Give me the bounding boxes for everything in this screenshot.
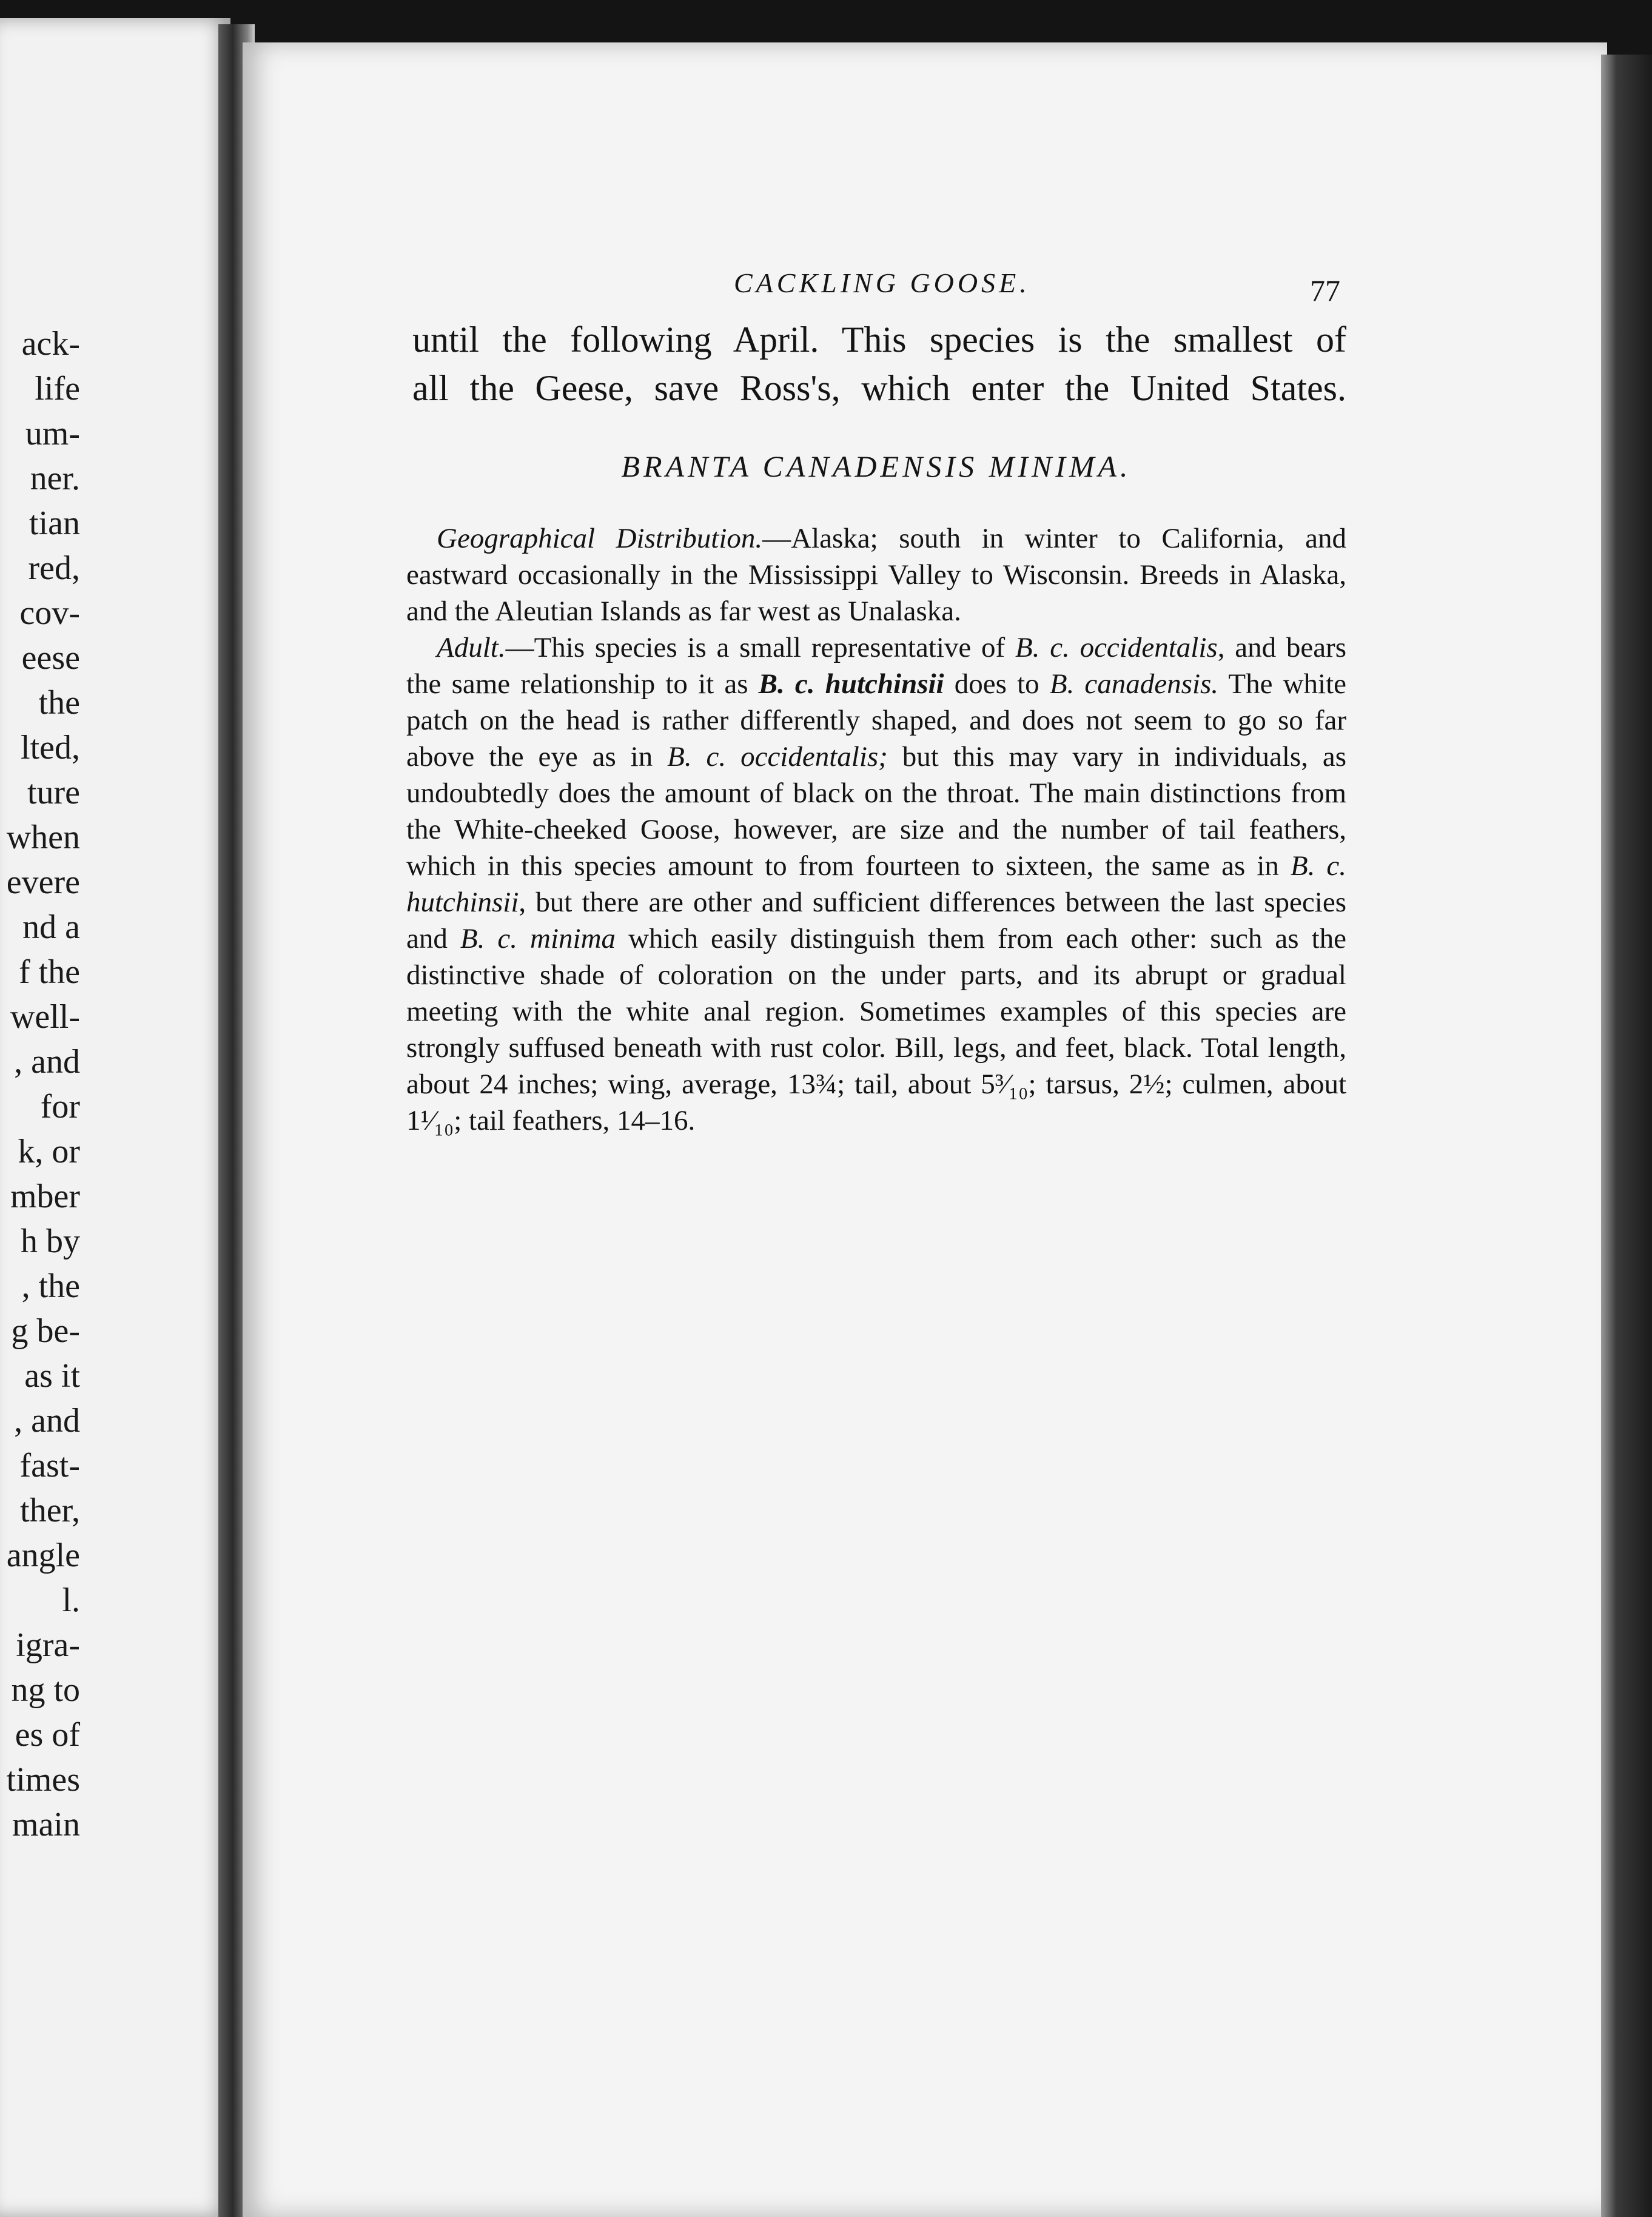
left-line: ng to [11,1671,80,1709]
left-line: times [6,1761,80,1799]
adult-text: , but there are other and sufficient differences between the last species and [406,887,1346,954]
left-line: ack- [21,325,80,363]
lead-line-1: until the following April. This species is the smallest of [412,320,1346,360]
left-line: when [6,819,80,856]
adult-text: The white patch on the head is rather differently shaped, and does not seem to go so far above the eye as in [406,668,1346,773]
adult-paragraph [406,629,1346,1139]
left-line: nd a [22,908,80,946]
page-number: 77 [1310,273,1340,307]
left-line: , the [21,1267,80,1305]
species-name: B. c. hutchinsii [406,850,1346,918]
adult-text: does to [944,668,1050,700]
left-line: angle [6,1537,80,1574]
running-title: CACKLING GOOSE. [734,267,1030,298]
lead-line-2: all the Geese, save Ross's, which enter the United States. [412,368,1346,408]
left-line: for [40,1088,80,1125]
adult-text: , and bears the same relationship to it as [406,632,1346,700]
left-line: es of [15,1716,80,1754]
left-line: life [35,370,80,408]
species-name: B. c. hutchinsii [758,668,944,700]
left-line: ture [27,774,80,811]
left-line: f the [18,953,80,991]
distribution-label: Geographical Distribution. [437,523,763,554]
adult-text: —This species is a small representative of [505,632,1015,663]
species-name: B. c. occidentalis [1015,632,1218,663]
adult-text: but this may vary in individuals, as undoubtedly does the amount of black on the throat. The main distinctions from the White-cheeked Goose, however, are size and the number of tail feathers, which in this species amount to from fourteen to sixteen, the same as in [406,741,1347,882]
species-name: B. c. occidentalis; [667,741,888,773]
left-line: l. [62,1581,80,1619]
left-line: well- [10,998,80,1036]
left-line: the [38,684,80,722]
left-line: h by [21,1223,80,1260]
left-line: mber [10,1178,80,1215]
left-line: ner. [30,460,80,497]
adult-label: Adult. [437,632,506,663]
running-head [406,255,1346,315]
left-line: eese [21,639,80,677]
left-line: lted, [21,729,80,766]
left-page [0,18,230,2217]
left-page-text [0,321,80,1847]
left-line: , and [14,1402,80,1440]
left-line: cov- [19,594,80,632]
left-line: , and [14,1043,80,1081]
species-name: B. c. minima [460,923,616,954]
page-content [406,255,1346,1139]
left-line: ther, [20,1492,80,1529]
left-line: as it [24,1357,80,1395]
section-heading: BRANTA CANADENSIS MINIMA. [621,449,1132,483]
left-line: red, [28,549,80,587]
distribution-text: —Alaska; south in winter to California, and eastward occasionally in the Mississippi Valley to Wisconsin. Breeds in Alaska, and the Aleutian Islands as far west as Unalaska. [406,523,1347,627]
left-line: igra- [16,1626,80,1664]
left-line: fast- [19,1447,80,1484]
left-line: um- [25,415,80,452]
left-line: main [12,1806,80,1843]
left-line: evere [6,864,80,901]
left-line: tian [29,505,80,542]
page-fore-edge [1601,55,1652,2217]
adult-text: which easily distinguish them from each other: such as the distinctive shade of coloration on the under parts, and its abrupt or gradual meeting with the white anal region. Sometimes examples of this species are strongly suffused beneath with rust color. Bill, legs, and feet, black. Total length, about 24 inches; wing, average, 13¾; tail, about 5³⁄₁₀; tarsus, 2½; culmen, about 1¹⁄₁₀; tail feathers, 14–16. [406,923,1346,1136]
species-name: B. canadensis. [1049,668,1219,700]
distribution-paragraph [406,520,1346,629]
left-line: g be- [11,1312,80,1350]
left-line: k, or [18,1133,80,1170]
